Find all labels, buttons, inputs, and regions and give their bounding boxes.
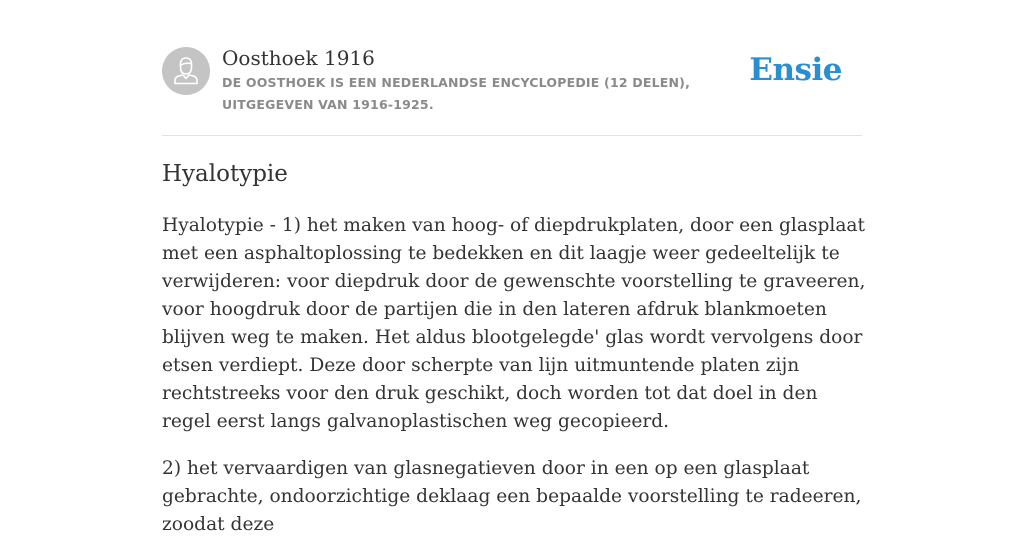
- user-icon: [162, 47, 210, 95]
- source-name[interactable]: Oosthoek 1916: [222, 46, 375, 70]
- source-avatar[interactable]: [162, 47, 210, 95]
- article-title: Hyalotypie: [162, 161, 288, 187]
- article-paragraph: 2) het vervaardigen van glasnegatieven door in een op een glasplaat gebrachte, ondoorzichtige deklaag een bepaalde voorstelling te radeeren, zoodat deze: [162, 458, 862, 535]
- ensie-logo[interactable]: Ensie: [749, 52, 842, 88]
- source-header: [162, 46, 862, 136]
- article-body: [162, 212, 870, 558]
- header-divider: [162, 135, 862, 136]
- article-paragraph: Hyalotypie - 1) het maken van hoog- of diepdrukplaten, door een glasplaat met een asphaltoplossing te bedekken en dit laagje weer gedeeltelijk te verwijderen: voor diepdruk door de gewenschte voorstelling te graveeren, voor hoogdruk door de partijen die in den lateren afdruk blankmoeten blijven weg te maken. Het aldus blootgelegde' glas wordt vervolgens door etsen verdiept. Deze door scherpte van lijn uitmuntende platen zijn rechtstreeks voor den druk geschikt, doch worden tot dat doel in den regel eerst langs galvanoplastischen weg gecopieerd.: [162, 215, 866, 432]
- source-description: DE OOSTHOEK IS EEN NEDERLANDSE ENCYCLOPEDIE (12 DELEN), UITGEGEVEN VAN 1916-1925.: [222, 75, 691, 112]
